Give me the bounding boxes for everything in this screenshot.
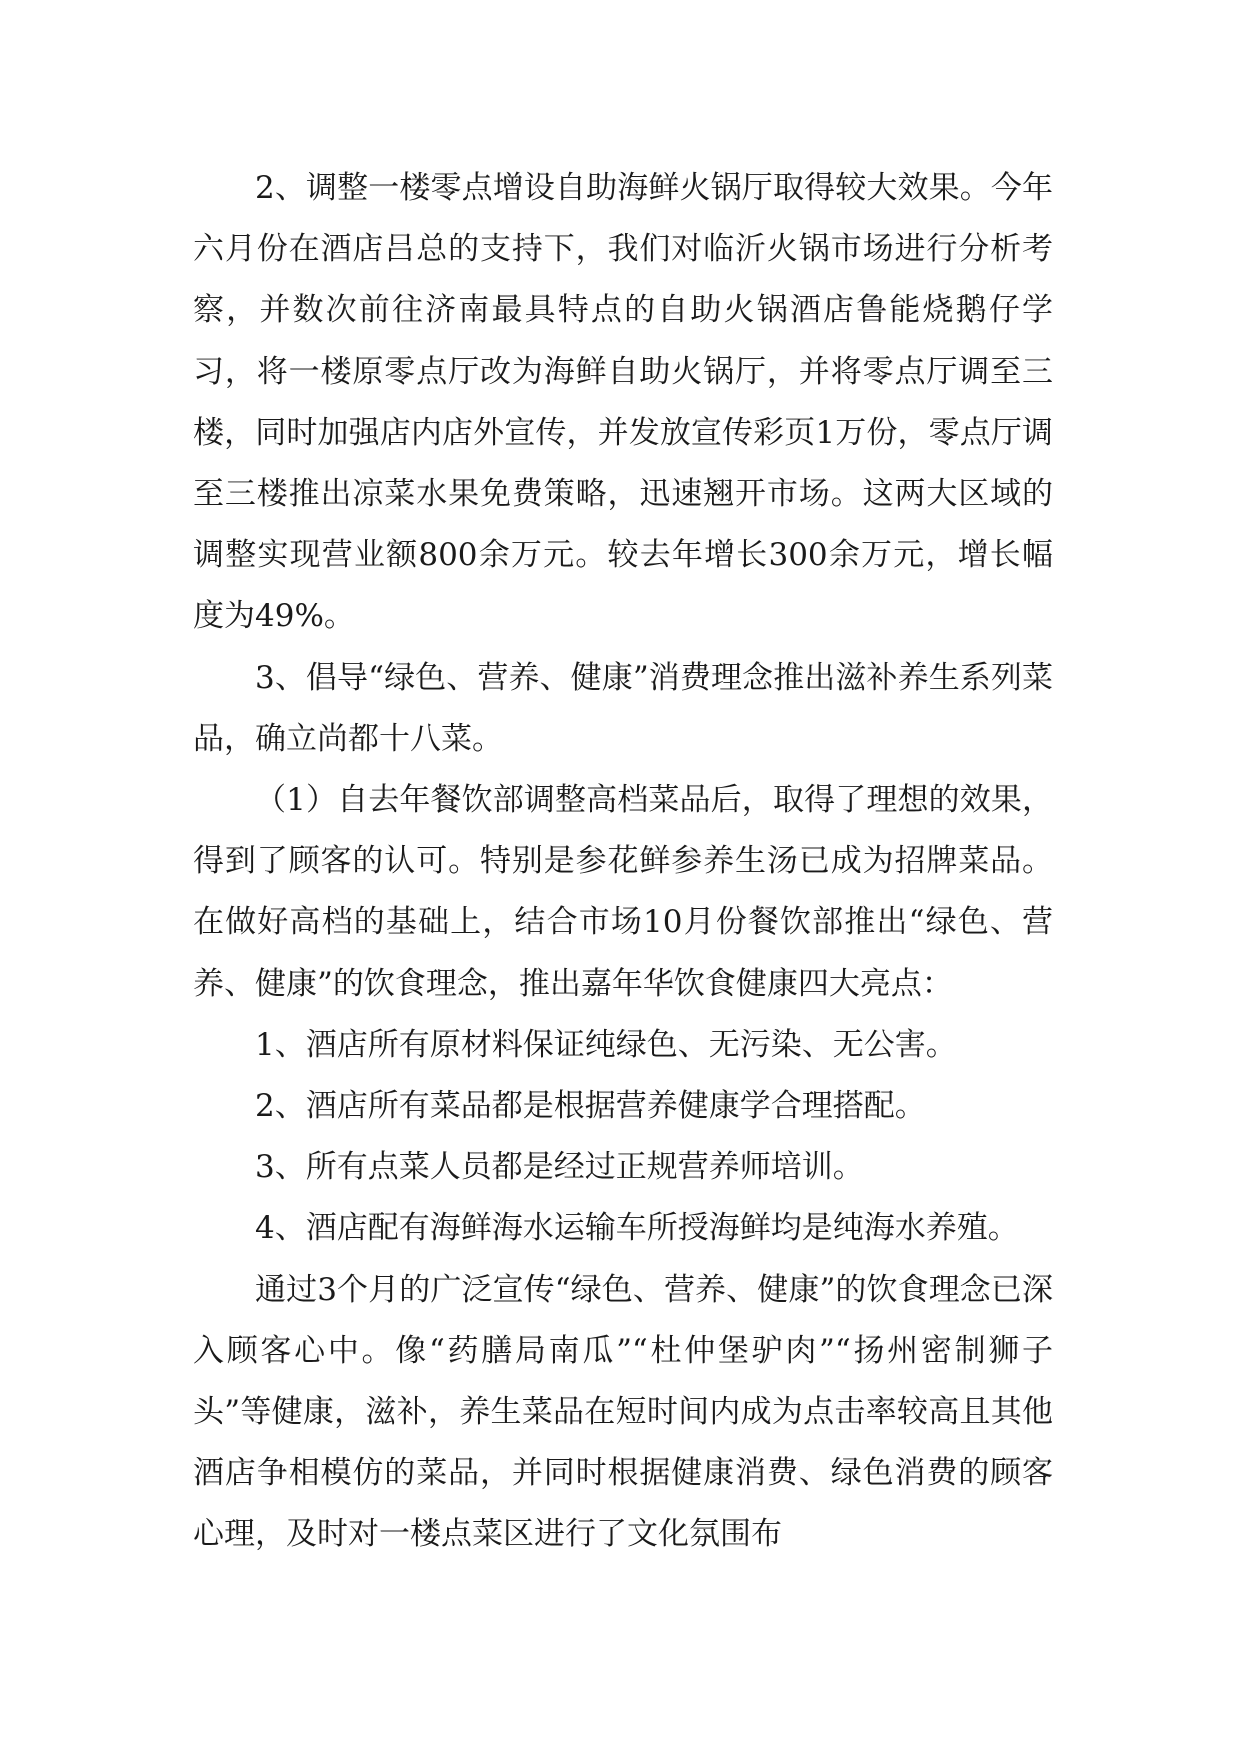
list-item-seafood-transport: 4、酒店配有海鲜海水运输车所授海鲜均是纯海水养殖。 xyxy=(255,1210,1019,1247)
list-item-raw-materials: 1、酒店所有原材料保证纯绿色、无污染、无公害。 xyxy=(255,1026,957,1063)
paragraph-highend-dishes: （1）自去年餐饮部调整高档菜品后，取得了理想的效果，得到了顾客的认可。特别是参花鲜参养生汤已成为招牌菜品。在做好高档的基础上，结合市场10月份餐饮部推出“绿色、营养、健康”的饮食理念，推出嘉年华饮食健康四大亮点： xyxy=(193,782,1053,1002)
paragraph-promotion-results: 通过3个月的广泛宣传“绿色、营养、健康”的饮食理念已深入顾客心中。像“药膳局南瓜”“杜仲堡驴肉”“扬州密制狮子头”等健康，滋补，养生菜品在短时间内成为点击率较高且其他酒店争相模仿的菜品，并同时根据健康消费、绿色消费的顾客心理，及时对一楼点菜区进行了文化氛围布 xyxy=(193,1271,1053,1553)
document-page xyxy=(193,158,1053,1566)
list-item-staff-training: 3、所有点菜人员都是经过正规营养师培训。 xyxy=(255,1149,864,1186)
paragraph-green-concept: 3、倡导“绿色、营养、健康”消费理念推出滋补养生系列菜品，确立尚都十八菜。 xyxy=(193,659,1053,757)
list-item-nutrition-pairing: 2、酒店所有菜品都是根据营养健康学合理搭配。 xyxy=(255,1088,926,1125)
paragraph-hotpot-adjustment: 2、调整一楼零点增设自助海鲜火锅厅取得较大效果。今年六月份在酒店吕总的支持下，我们对临沂火锅市场进行分析考察，并数次前往济南最具特点的自助火锅酒店鲁能烧鹅仔学习，将一楼原零点厅改为海鲜自助火锅厅，并将零点厅调至三楼，同时加强店内店外宣传，并发放宣传彩页1万份，零点厅调至三楼推出凉菜水果免费策略，迅速翘开市场。这两大区域的调整实现营业额800余万元。较去年增长300余万元，增长幅度为49%。 xyxy=(193,170,1053,635)
